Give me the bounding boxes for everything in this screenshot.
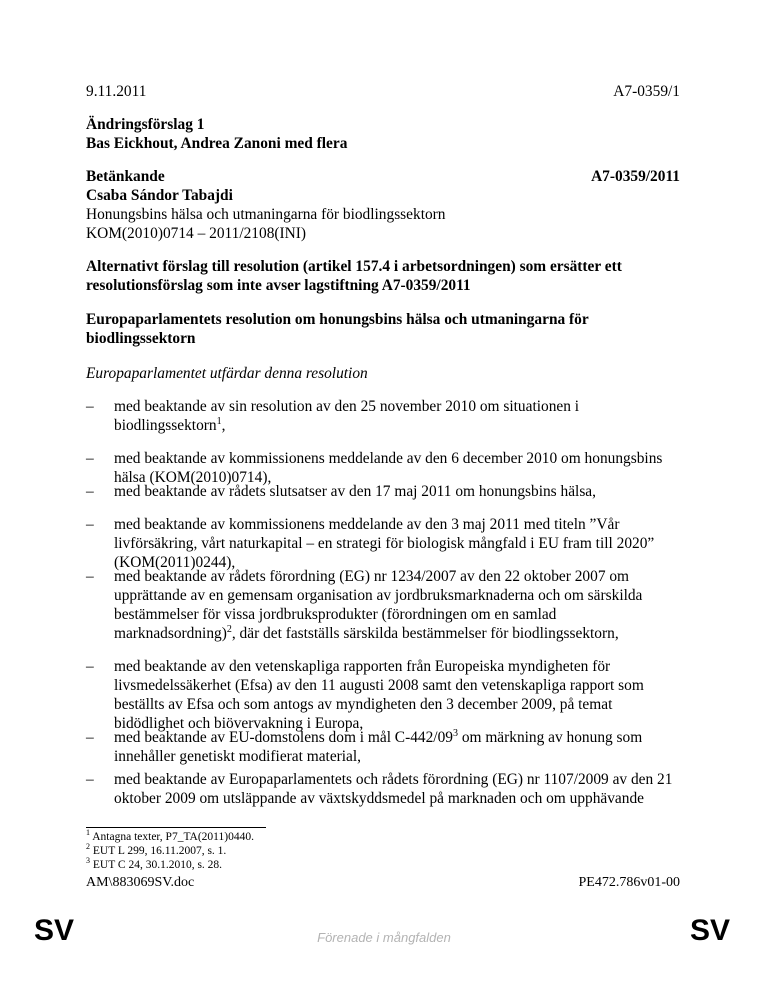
footnote-text: Antagna texter, P7_TA(2011)0440. [92,831,254,843]
amendment-authors: Bas Eickhout, Andrea Zanoni med flera [86,135,348,152]
citation-item [86,515,680,572]
eu-motto: Förenade i mångfalden [317,930,451,945]
page-footer [86,873,680,892]
alternative-proposal: Alternativt förslag till resolution (artikel 157.4 i arbetsordningen) som ersätter ett resolutionsförslag som inte avser lagstiftning A7-0359/2011 [86,258,622,294]
citation-item [86,397,680,435]
document-date: 9.11.2011 [86,83,147,100]
footnote-text: EUT L 299, 16.11.2007, s. 1. [92,845,227,857]
footnote-number: 2 [86,842,90,852]
citation-dash: – [86,450,94,467]
citation-text: med beaktande av Europaparlamentets och rådets förordning (EG) nr 1107/2009 av den 21 oktober 2009 om utsläppande av växtskyddsmedel på marknaden och om upphävande [114,771,673,807]
footnote-number: 1 [86,828,90,838]
citation-item [86,482,680,501]
report-procedure: KOM(2010)0714 – 2011/2108(INI) [86,225,306,242]
citation-dash: – [86,398,94,415]
footnote-divider [86,827,266,828]
footnote [86,844,226,858]
footnote-ref: 3 [452,727,458,739]
report-reference: A7-0359/2011 [591,168,680,185]
resolution-title: Europaparlamentets resolution om honungsbins hälsa och utmaningarna för biodlingssektorn [86,311,589,347]
footnote [86,858,222,872]
footnote-number: 3 [86,856,90,866]
document-filename: AM\883069SV.doc [86,875,195,890]
citation-item [86,567,680,643]
footnote-ref: 1 [216,415,222,427]
citation-text: med beaktande av den vetenskapliga rapporten från Europeiska myndigheten för livsmedelssäkerhet (Efsa) av den 11 augusti 2008 samt den vetenskapliga rapport som beställts av Efsa och som antogs av myndigheten den 3 december 2009, på temat bidödlighet och biövervakning i Europa, [114,658,644,732]
resolution-intro: Europaparlamentet utfärdar denna resolution [86,365,368,382]
citation-dash: – [86,771,94,788]
amendment-title: Ändringsförslag 1 [86,116,205,133]
footnote-text: EUT C 24, 30.1.2010, s. 28. [92,859,223,871]
citation-dash: – [86,568,94,585]
citation-dash: – [86,658,94,675]
report-subject: Honungsbins hälsa och utmaningarna för biodlingssektorn [86,206,446,223]
citation-text: med beaktande av kommissionens meddelande av den 3 maj 2011 med titeln ”Vår livförsäkring, vårt naturkapital – en strategi för biologisk mångfald i EU fram till 2020” (KOM(2011)0244), [114,516,655,571]
citation-text: med beaktande av sin resolution av den 25 november 2010 om situationen i biodlingssektorn [114,398,580,434]
citation-dash: – [86,483,94,500]
pe-number: PE472.786v01-00 [578,875,680,890]
citation-item [86,728,680,766]
citation-text: med beaktande av EU-domstolens dom i mål C-442/09 [114,729,453,746]
language-code-right: SV [689,914,730,947]
footnote [86,830,254,844]
language-code-left: SV [34,914,75,947]
document-header [86,82,680,101]
citation-text: med beaktande av kommissionens meddelande av den 6 december 2010 om honungsbins hälsa (KOM(2010)0714), [114,450,663,486]
footnote-ref: 2 [226,623,232,635]
citation-item [86,770,680,808]
report-label: Betänkande [86,168,165,185]
report-rapporteur: Csaba Sándor Tabajdi [86,187,233,204]
citation-dash: – [86,729,94,746]
citation-text: med beaktande av rådets förordning (EG) nr 1234/2007 av den 22 oktober 2007 om upprättande av en gemensam organisation av jordbruksmarknaderna och om särskilda bestämmelser för vissa jordbruksprodukter (förordningen om en samlad marknadsordning) [114,568,643,642]
citation-text: med beaktande av rådets slutsatser av den 17 maj 2011 om honungsbins hälsa, [114,483,596,500]
citation-tail: om märkning av honung som innehåller genetiskt modifierat material, [114,729,643,765]
citation-dash: – [86,516,94,533]
citation-tail: , [221,417,226,434]
citation-tail: , där det fastställs särskilda bestämmelser för biodlingssektorn, [231,625,619,642]
citation-item [86,657,680,733]
report-header [86,167,680,186]
document-reference: A7-0359/1 [613,83,680,100]
